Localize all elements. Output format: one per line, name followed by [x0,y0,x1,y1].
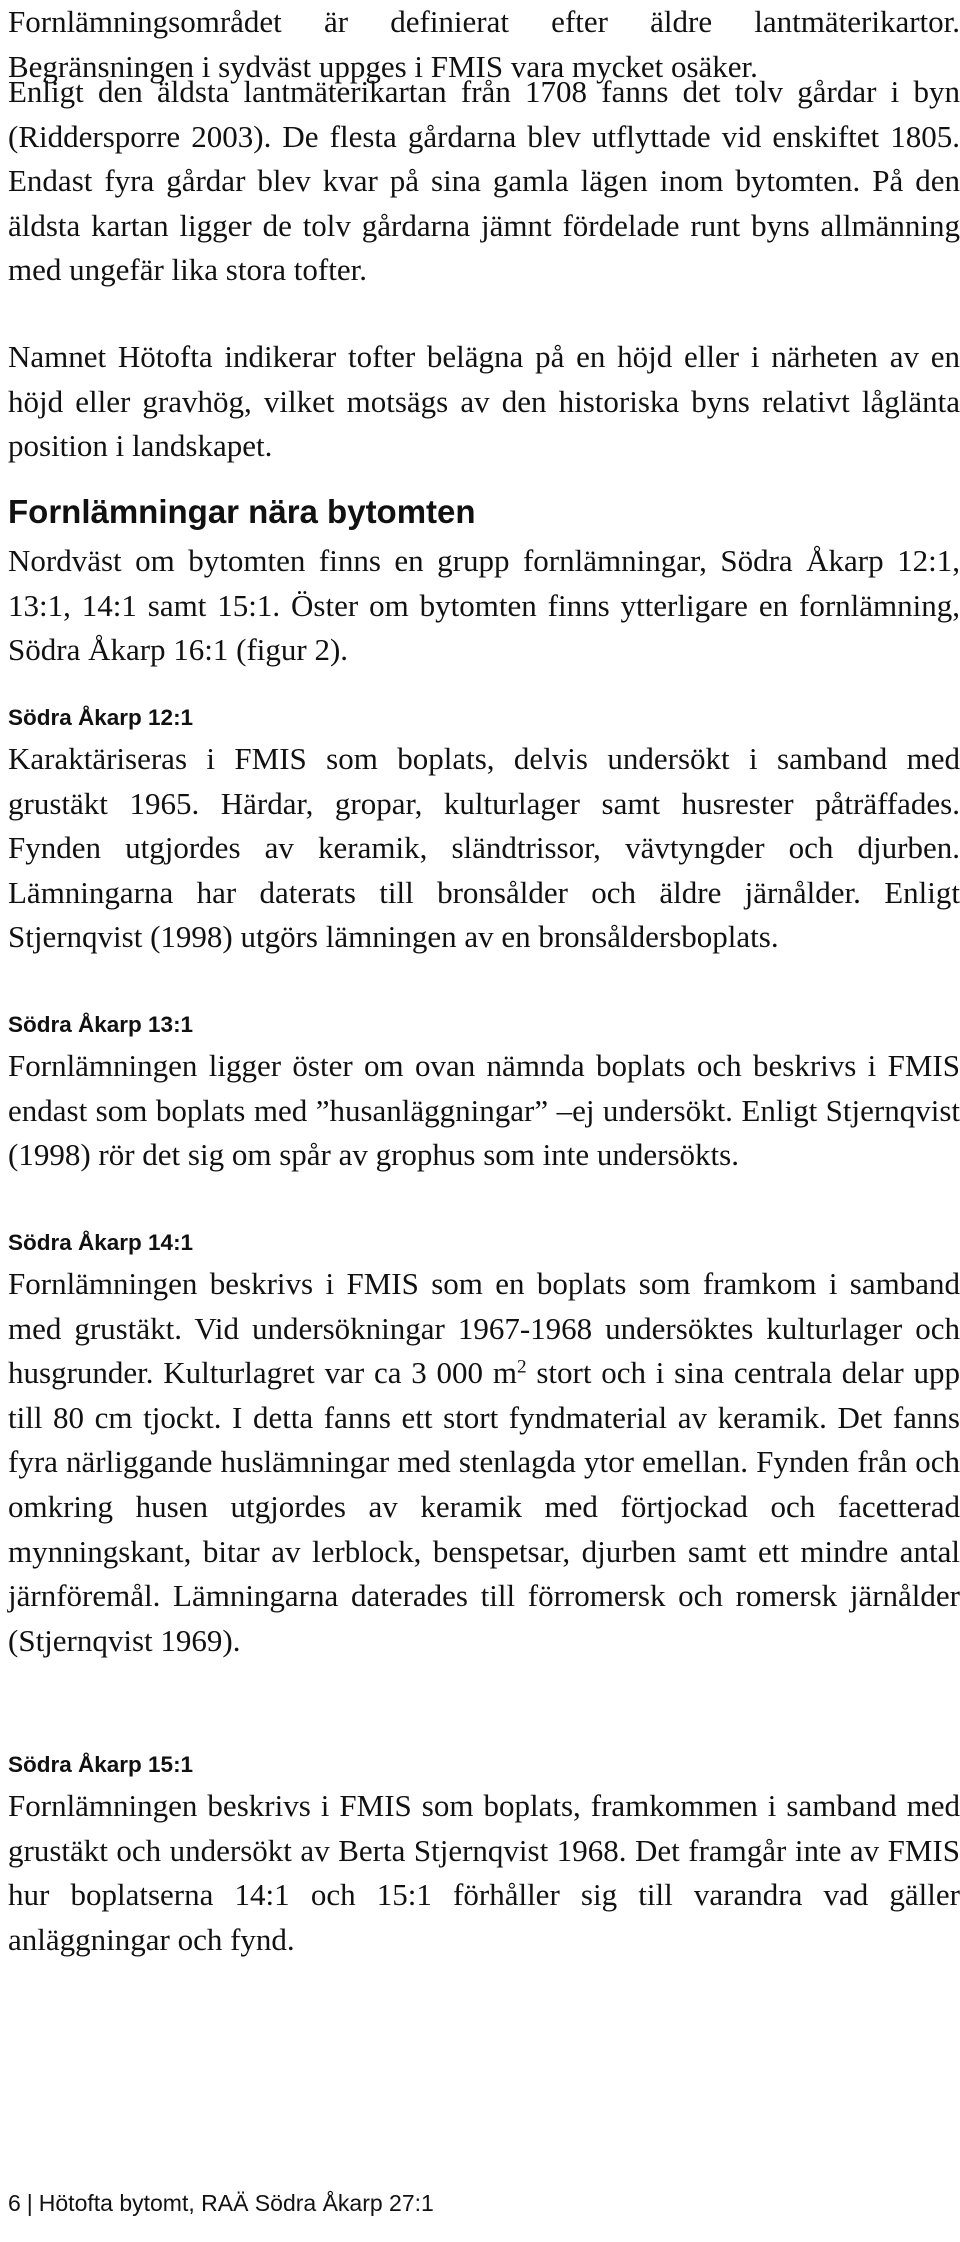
intro-paragraph-3 [8,335,960,469]
site-description: Fornlämningen ligger öster om ovan nämnda boplats och beskrivs i FMIS endast som boplats med ”husanläggningar” –ej undersökt. Enligt Stjernqvist (1998) rör det sig om spår av grophus som inte undersökts. [8,1048,960,1173]
page-footer [8,2188,434,2218]
site-description: Fornlämningen beskrivs i FMIS som boplats, framkommen i samband med grustäkt och undersökt av Berta Stjernqvist 1968. Det framgår inte av FMIS hur boplatserna 14:1 och 15:1 förhåller sig till varandra vad gäller anläggningar och fynd. [8,1788,960,1957]
site-12-1 [8,703,960,960]
site-15-1 [8,1750,960,1962]
paragraph-text: Nordväst om bytomten finns en grupp fornlämningar, Södra Åkarp 12:1, 13:1, 14:1 samt 15:1. Öster om bytomten finns ytterligare en fornlämning, Södra Åkarp 16:1 (figur 2). [8,543,960,668]
section-heading-block [8,490,960,534]
site-heading: Södra Åkarp 14:1 [8,1230,194,1255]
section-heading: Fornlämningar nära bytomten [8,493,476,530]
site-14-1 [8,1228,960,1663]
site-13-1 [8,1010,960,1178]
site-heading: Södra Åkarp 13:1 [8,1012,194,1037]
site-description: Karaktäriseras i FMIS som boplats, delvis undersökt i samband med grustäkt 1965. Härdar, gropar, kulturlager samt husrester påträffades. Fynden utgjordes av keramik, sländtrissor, vävtyngder och djurben. Lämningarna har daterats till bronsålder och äldre järnålder. Enligt Stjernqvist (1998) utgörs lämningen av en bronsåldersboplats. [8,741,960,955]
footer-title: Hötofta bytomt, RAÄ Södra Åkarp 27:1 [38,2190,434,2216]
site-heading: Södra Åkarp 12:1 [8,705,194,730]
site-description [8,1262,960,1663]
paragraph-text: Fornlämningsområdet är definierat efter äldre lantmäterikartor. Begränsningen i sydväst uppges i FMIS vara mycket osäker. [8,4,960,84]
section-intro [8,539,960,673]
page-number: 6 [8,2190,21,2216]
site-description-part-2: stort och i sina centrala delar upp till 80 cm tjockt. I detta fanns ett stort fyndmaterial av keramik. Det fanns fyra närliggande huslämningar med stenlagda ytor emellan. Fynden från och omkring husen utgjordes av keramik med förtjockad och facetterad mynningskant, bitar av lerblock, benspetsar, djurben samt ett mindre antal järnföremål. Lämningarna daterades till förromersk och romersk järnålder (Stjernqvist 1969). [8,1355,960,1658]
superscript: 2 [516,1356,527,1378]
site-description-part-1: Fornlämningen beskrivs i FMIS som en boplats som framkom i samband med grustäkt. Vid undersökningar 1967-1968 undersöktes kulturlager och husgrunder. Kulturlagret var ca 3 000 m [8,1266,960,1391]
site-heading: Södra Åkarp 15:1 [8,1752,194,1777]
footer-separator: | [26,2190,33,2216]
paragraph-text: Enligt den äldsta lantmäterikartan från 1708 fanns det tolv gårdar i byn (Riddersporre 2003). De flesta gårdarna blev utflyttade vid enskiftet 1805. Endast fyra gårdar blev kvar på sina gamla lägen inom bytomten. På den äldsta kartan ligger de tolv gårdarna jämnt fördelade runt byns allmänning med ungefär lika stora tofter. [8,74,960,288]
paragraph-text: Namnet Hötofta indikerar tofter belägna på en höjd eller i närheten av en höjd eller gravhög, vilket motsägs av den historiska byns relativt låglänta position i landskapet. [8,339,960,464]
intro-paragraph-2 [8,70,960,293]
